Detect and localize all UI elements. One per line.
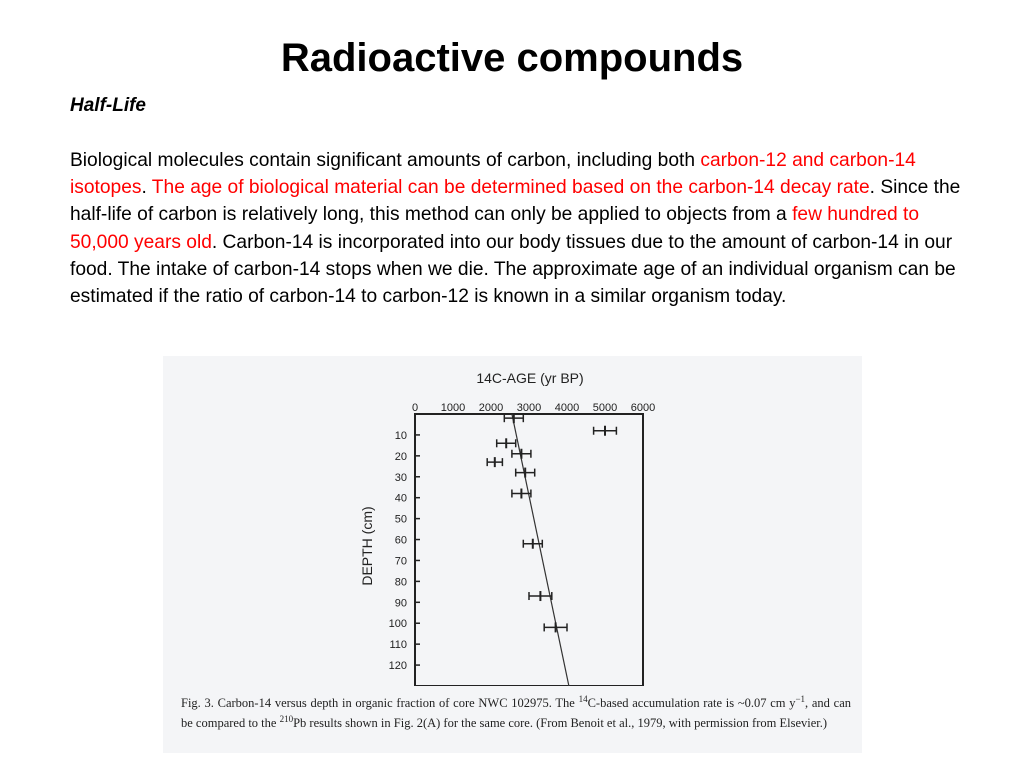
y-tick-label: 120 — [388, 660, 407, 673]
paragraph-segment: . Since the half-life of carbon is relatively long, this method can only be applied to objects from a — [70, 177, 961, 226]
x-tick-label: 3000 — [516, 402, 542, 414]
y-tick-label: 20 — [394, 450, 407, 463]
x-axis-ticks — [412, 402, 655, 414]
plot-frame — [415, 414, 643, 686]
y-tick-label: 90 — [394, 597, 407, 610]
carbon14-figure — [163, 356, 862, 753]
highlight-decay-rate: The age of biological material can be determined based on the carbon-14 decay rate — [151, 177, 870, 199]
chart-title: 14C-AGE (yr BP) — [476, 370, 584, 386]
paragraph-segment: . Carbon-14 is incorporated into our body tissues due to the amount of carbon-14 in our food. The intake of carbon-14 stops when we die. The approximate age of an individual organism can be estimated if the ratio of carbon-14 to carbon-12 is known in a similar organism today. — [70, 231, 956, 308]
x-tick-label: 2000 — [478, 402, 504, 414]
data-marks — [487, 413, 616, 686]
x-tick-label: 4000 — [554, 402, 580, 414]
figure-caption — [181, 691, 851, 731]
paragraph-segment: Biological molecules contain significant amounts of carbon, including both — [70, 150, 701, 171]
caption-text: Pb results shown in Fig. 2(A) for the same core. (From Benoit et al., 1979, with permission from Elsevier.) — [293, 716, 828, 731]
y-tick-label: 60 — [394, 534, 407, 547]
highlight-isotopes: carbon-12 and carbon-14 isotopes — [70, 150, 916, 199]
slide-title: Radioactive compounds — [280, 36, 744, 80]
caption-sup: 14 — [578, 694, 588, 704]
x-tick-label: 0 — [411, 402, 419, 414]
paragraph-segment: . — [141, 177, 152, 199]
y-tick-label: 40 — [394, 492, 407, 505]
slide-subtitle: Half-Life — [70, 95, 146, 116]
y-tick-label: 80 — [394, 576, 407, 589]
y-axis-label: DEPTH (cm) — [359, 506, 375, 586]
y-tick-label: 110 — [389, 639, 407, 652]
caption-text: , and can be compared to the — [181, 696, 852, 731]
x-tick-label: 6000 — [630, 402, 656, 414]
depth-age-chart — [163, 356, 862, 686]
x-tick-label: 1000 — [440, 402, 466, 414]
highlight-age-range: few hundred to 50,000 years old — [70, 204, 920, 253]
caption-sup: 210 — [279, 714, 294, 725]
caption-sup: −1 — [795, 694, 806, 704]
caption-text: C-based accumulation rate is ~0.07 cm y — [587, 696, 796, 711]
x-tick-label: 5000 — [592, 402, 618, 414]
caption-text: Fig. 3. Carbon-14 versus depth in organic fraction of core NWC 102975. The — [181, 696, 579, 711]
y-tick-label: 30 — [394, 471, 407, 484]
y-tick-label: 10 — [394, 429, 407, 442]
body-paragraph — [70, 147, 975, 310]
y-tick-label: 100 — [388, 618, 407, 631]
y-tick-label: 50 — [394, 513, 407, 526]
y-tick-label: 70 — [394, 555, 407, 568]
